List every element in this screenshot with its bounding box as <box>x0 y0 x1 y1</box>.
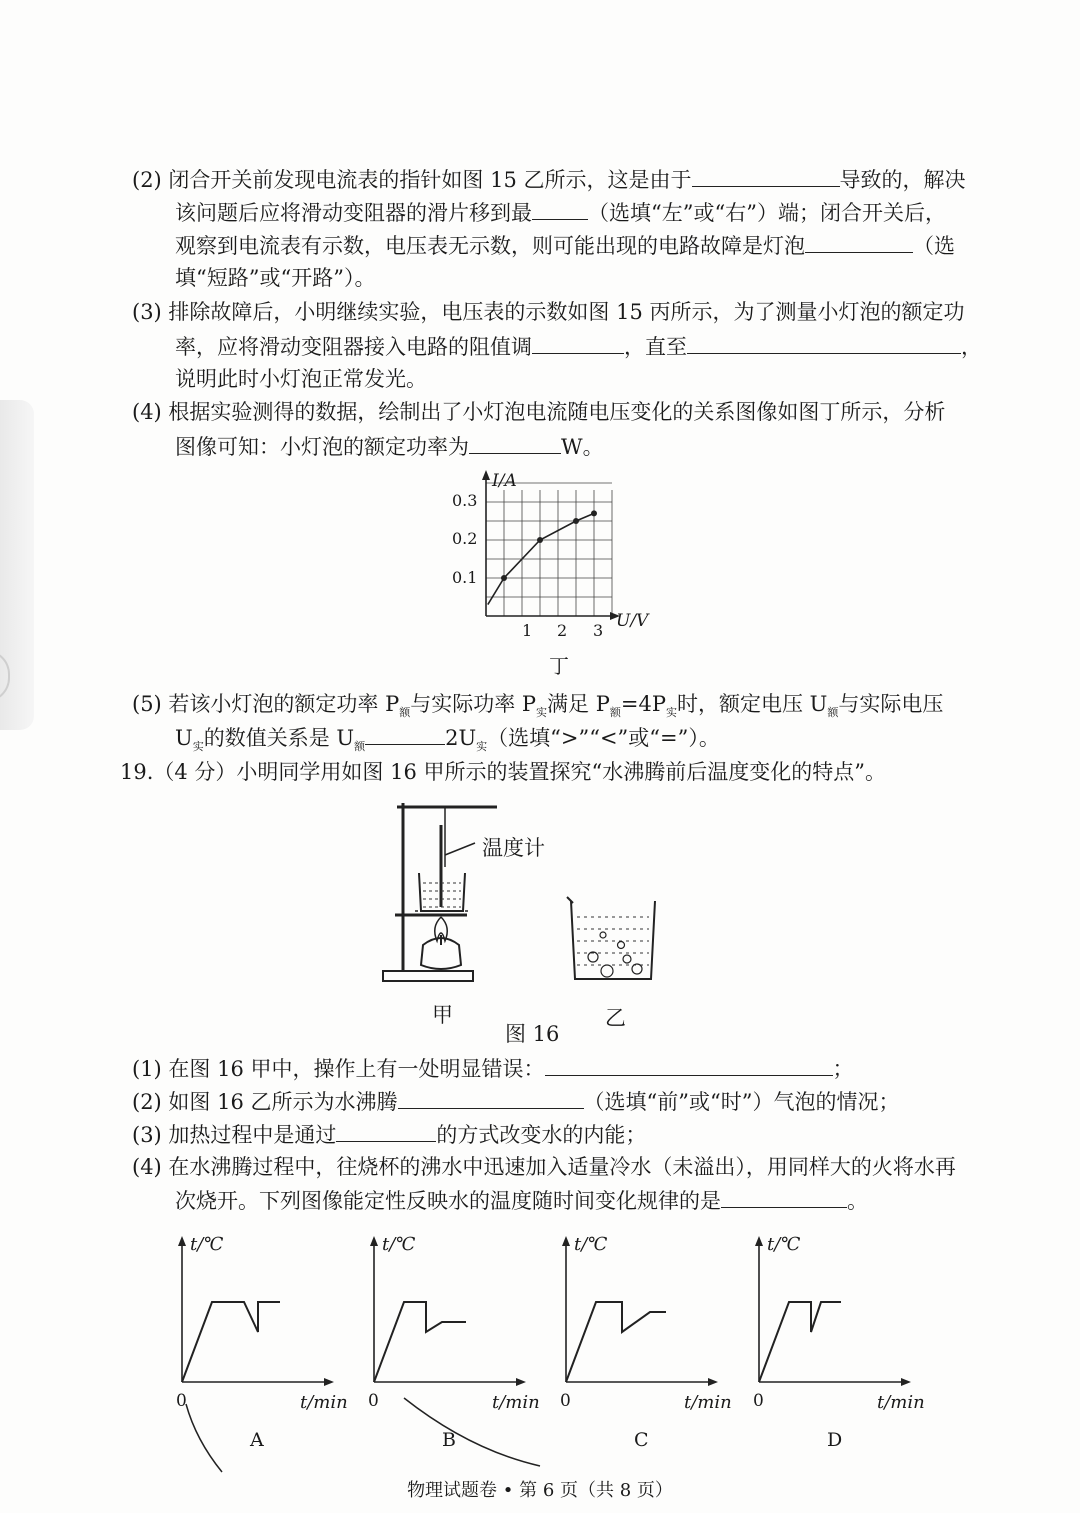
q19-s4-line2 <box>175 1185 868 1216</box>
origin-label: 0 <box>560 1391 571 1411</box>
text: ； <box>832 1057 854 1081</box>
q18-p4-line2 <box>175 431 604 462</box>
q18-p2-line4: 填“短路”或“开路”）。 <box>175 266 376 290</box>
label-jia: 甲 <box>432 1003 453 1027</box>
option-graph-c <box>552 1232 732 1462</box>
text: ，直至 <box>624 335 687 359</box>
x-axis-arrow <box>901 1378 911 1386</box>
y-axis-arrow <box>562 1236 570 1246</box>
answer-blank[interactable] <box>365 722 445 745</box>
text: (1) 在图 16 甲中，操作上有一处明显错误： <box>132 1057 545 1081</box>
answer-blank[interactable] <box>805 230 913 253</box>
q18-p3-line1: (3) 排除故障后，小明继续实验，电压表的示数如图 15 丙所示，为了测量小灯泡的额定功 <box>132 300 965 324</box>
bubble <box>600 932 606 938</box>
answer-blank[interactable] <box>469 431 561 454</box>
answer-blank[interactable] <box>545 1053 833 1076</box>
origin-label: 0 <box>753 1391 764 1411</box>
thermometer-pointer <box>445 843 475 855</box>
option-graph-d <box>745 1232 925 1462</box>
text: 观察到电流表有示数，电压表无示数，则可能出现的电路故障是灯泡 <box>175 234 805 258</box>
bubble <box>618 942 625 949</box>
bubble <box>601 965 613 977</box>
text: 率，应将滑动变阻器接入电路的阻值调 <box>175 335 532 359</box>
text: 的方式改变水的内能； <box>436 1123 647 1147</box>
answer-blank[interactable] <box>721 1185 847 1208</box>
text: （选 <box>913 234 955 258</box>
text: (5) 若该小灯泡的额定功率 P <box>132 692 400 716</box>
text: ， <box>961 335 982 359</box>
text: 图像可知：小灯泡的额定功率为 <box>175 435 469 459</box>
x-axis-label: t/min <box>492 1392 540 1413</box>
origin-label: 0 <box>368 1391 379 1411</box>
y-tick-label: 0.3 <box>452 491 478 510</box>
q19-s2 <box>132 1086 899 1117</box>
y-axis-label: t/℃ <box>574 1234 608 1255</box>
y-axis-arrow <box>178 1236 186 1246</box>
text: 该问题后应将滑动变阻器的滑片移到最 <box>175 201 532 225</box>
y-axis-label: t/℃ <box>767 1234 801 1255</box>
data-point <box>501 575 507 581</box>
text: 时，额定电压 U <box>676 692 828 716</box>
label-yi: 乙 <box>605 1006 626 1030</box>
y-axis-label: I/A <box>492 471 517 491</box>
temperature-curve <box>759 1302 841 1382</box>
q19-s4-line1: (4) 在水沸腾过程中，往烧杯的沸水中迅速加入适量冷水（未溢出），用同样大的火将水再 <box>132 1155 956 1179</box>
text: 2U <box>445 726 477 750</box>
option-label[interactable]: D <box>827 1429 843 1451</box>
option-label[interactable]: B <box>442 1429 456 1451</box>
text: 满足 P <box>547 692 610 716</box>
graph-ding-caption: 丁 <box>549 654 569 678</box>
y-axis-arrow <box>370 1236 378 1246</box>
y-axis-label: t/℃ <box>382 1234 416 1255</box>
y-axis-arrow <box>482 470 490 480</box>
answer-blank[interactable] <box>398 1086 584 1109</box>
subscript: 额 <box>399 706 411 720</box>
bubble <box>623 955 631 963</box>
answer-blank[interactable] <box>692 164 840 187</box>
subscript: 实 <box>665 706 677 720</box>
answer-blank[interactable] <box>532 331 624 354</box>
stand-base <box>383 971 473 981</box>
subscript: 实 <box>536 706 548 720</box>
subscript: 实 <box>192 740 204 754</box>
figure-16 <box>375 795 695 1025</box>
y-axis-arrow <box>755 1236 763 1246</box>
text: （选填“左”或“右”）端；闭合开关后， <box>588 201 946 225</box>
q19-header: 19.（4 分）小明同学用如图 16 甲所示的装置探究“水沸腾前后温度变化的特点”。 <box>120 760 886 784</box>
subscript: 额 <box>354 740 366 754</box>
q18-p3-line2 <box>175 331 982 362</box>
origin-label: 0 <box>176 1391 187 1411</box>
text: 的数值关系是 U <box>203 726 355 750</box>
subscript: 实 <box>476 740 488 754</box>
text: =4P <box>620 692 666 716</box>
q18-p3-line3: 说明此时小灯泡正常发光。 <box>175 367 427 391</box>
data-point <box>573 518 579 524</box>
text: （选填“前”或“时”）气泡的情况； <box>583 1090 900 1114</box>
x-axis-label: U/V <box>616 611 649 631</box>
q18-p4-line1: (4) 根据实验测得的数据，绘制出了小灯泡电流随电压变化的关系图像如图丁所示，分析 <box>132 400 946 424</box>
data-point <box>591 510 597 516</box>
text: (3) 加热过程中是通过 <box>132 1123 337 1147</box>
text: 导致的，解决 <box>839 168 966 192</box>
option-label[interactable]: A <box>250 1429 264 1451</box>
text: 与实际电压 <box>838 692 944 716</box>
x-tick-label: 1 <box>522 621 533 640</box>
figure-16-caption: 图 16 <box>505 1022 560 1046</box>
q18-p2-line2 <box>175 197 946 228</box>
text: (2) 如图 16 乙所示为水沸腾 <box>132 1090 398 1114</box>
x-tick-label: 3 <box>593 621 604 640</box>
y-tick-label: 0.1 <box>452 568 478 587</box>
text: U <box>175 726 193 750</box>
x-axis-arrow <box>324 1378 334 1386</box>
x-axis-label: t/min <box>300 1392 348 1413</box>
temperature-curve <box>374 1302 466 1382</box>
text: 次烧开。下列图像能定性反映水的温度随时间变化规律的是 <box>175 1189 721 1213</box>
x-axis-arrow <box>708 1378 718 1386</box>
text: （选填“>”“<”或“=”）。 <box>487 726 720 750</box>
q19-s1 <box>132 1053 854 1084</box>
x-axis-arrow <box>516 1378 526 1386</box>
page-footer: 物理试题卷 • 第 6 页（共 8 页） <box>407 1480 673 1501</box>
thermometer-label: 温度计 <box>482 836 545 860</box>
data-point <box>537 537 543 543</box>
text: 。 <box>847 1189 868 1213</box>
answer-blank[interactable] <box>687 331 961 354</box>
text: (2) 闭合开关前发现电流表的指针如图 15 乙所示，这是由于 <box>132 168 692 192</box>
graph-grid <box>486 483 612 616</box>
y-axis-label: t/℃ <box>190 1234 224 1255</box>
x-tick-label: 2 <box>557 621 568 640</box>
bubble <box>632 964 642 974</box>
answer-blank[interactable] <box>532 197 588 220</box>
text: W。 <box>561 435 604 459</box>
beaker-spout <box>567 897 573 903</box>
temperature-curve <box>182 1302 280 1382</box>
apparatus-jia <box>383 803 497 981</box>
subscript: 额 <box>609 706 621 720</box>
x-axis-label: t/min <box>877 1392 925 1413</box>
q19-s3 <box>132 1119 646 1150</box>
text: 与实际功率 P <box>410 692 537 716</box>
x-axis-label: t/min <box>684 1392 732 1413</box>
beaker-yi <box>571 901 655 979</box>
option-label[interactable]: C <box>634 1429 649 1451</box>
option-graph-a <box>168 1232 348 1462</box>
y-tick-label: 0.2 <box>452 529 478 548</box>
answer-blank[interactable] <box>336 1119 436 1142</box>
graph-ding <box>440 468 660 638</box>
q18-p2-line1 <box>132 164 966 195</box>
option-graph-b <box>360 1232 540 1462</box>
q18-p2-line3 <box>175 230 955 261</box>
subscript: 额 <box>827 706 839 720</box>
temperature-curve <box>566 1302 666 1382</box>
apparatus-yi <box>567 897 655 979</box>
